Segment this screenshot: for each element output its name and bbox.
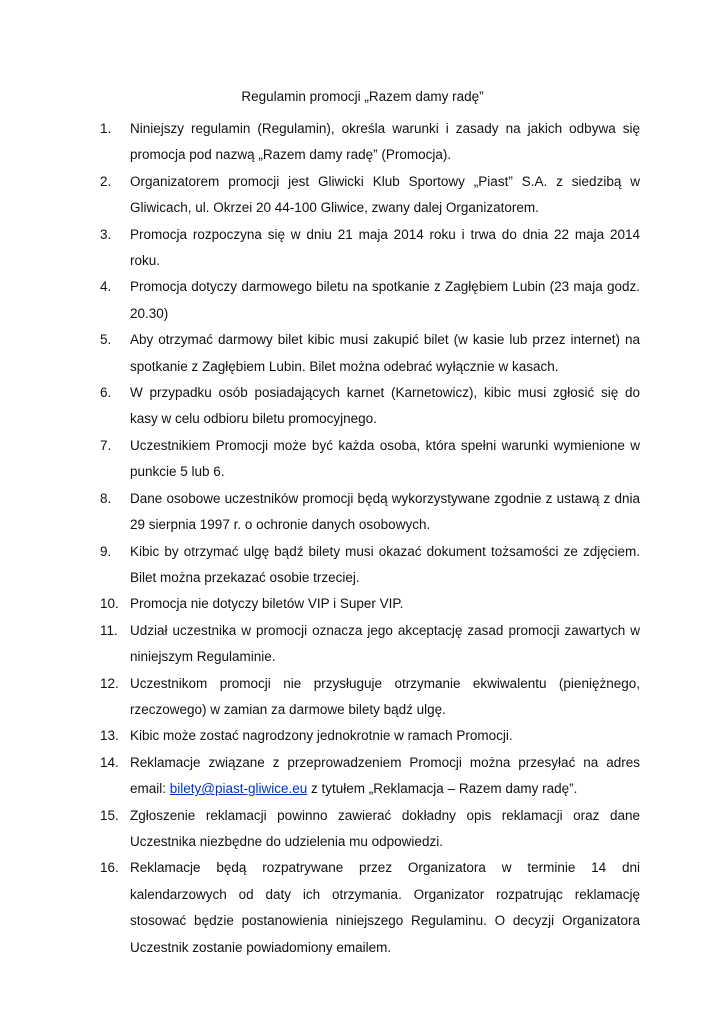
rule-text-after-email: z tytułem „Reklamacja – Razem damy radę”. — [307, 781, 578, 797]
rule-number: 2. — [100, 173, 112, 189]
rule-item-3 — [100, 222, 640, 275]
rule-number: 11. — [100, 622, 118, 638]
rule-item-14 — [100, 750, 640, 803]
rule-text: Kibic może zostać nagrodzony jednokrotnie w ramach Promocji. — [130, 728, 513, 744]
rule-text: Organizatorem promocji jest Gliwicki Klub Sportowy „Piast” S.A. z siedzibą w Gliwicach, ul. Okrzei 20 44-100 Gliwice, zwany dalej Organizatorem. — [130, 173, 640, 216]
rule-text: Reklamacje będą rozpatrywane przez Organizatora w terminie 14 dni kalendarzowych od daty ich otrzymania. Organizator rozpatrując reklamację stosować będzie postanowienia niniejszego Regulaminu. O decyzji Organizatora Uczestnik zostanie powiadomiony emailem. — [130, 860, 640, 955]
rule-item-4 — [100, 274, 640, 327]
rules-list — [100, 116, 640, 961]
rule-item-7 — [100, 433, 640, 486]
rule-item-9 — [100, 539, 640, 592]
rule-item-15 — [100, 803, 640, 856]
rule-text — [130, 750, 640, 803]
rule-item-5 — [100, 327, 640, 380]
rule-number: 15. — [100, 807, 119, 823]
rule-item-6 — [100, 380, 640, 433]
rule-item-11 — [100, 618, 640, 671]
rule-number: 8. — [100, 490, 112, 506]
rule-number: 6. — [100, 385, 112, 401]
rule-number: 1. — [100, 121, 112, 136]
rule-number: 16. — [100, 860, 119, 876]
rule-text: Uczestnikom promocji nie przysługuje otrzymanie ekwiwalentu (pieniężnego, rzeczowego) w zamian za darmowe bilety bądź ulgę. — [130, 675, 640, 717]
rule-text: Dane osobowe uczestników promocji będą wykorzystywane zgodnie z ustawą z dnia 29 sierpnia 1997 r. o ochronie danych osobowych. — [130, 490, 640, 533]
rule-number: 5. — [100, 332, 112, 348]
rule-item-8 — [100, 486, 640, 539]
rule-item-13 — [100, 723, 640, 749]
rule-item-16 — [100, 855, 640, 961]
rule-text: Promocja rozpoczyna się w dniu 21 maja 2014 roku i trwa do dnia 22 maja 2014 roku. — [130, 226, 640, 269]
email-link[interactable]: bilety@piast-gliwice.eu — [169, 781, 308, 797]
rule-text: Niniejszy regulamin (Regulamin), określa warunki i zasady na jakich odbywa się promocja pod nazwą „Razem damy radę” (Promocja). — [130, 121, 640, 163]
rule-number: 4. — [100, 279, 112, 295]
rule-text: Zgłoszenie reklamacji powinno zawierać dokładny opis reklamacji oraz dane Uczestnika niezbędne do udzielenia mu odpowiedzi. — [130, 807, 640, 849]
rule-item-12 — [100, 671, 640, 724]
rule-number: 13. — [100, 728, 119, 744]
rule-text: Promocja nie dotyczy biletów VIP i Super VIP. — [130, 596, 404, 612]
rule-text: W przypadku osób posiadających karnet (Karnetowicz), kibic musi zgłosić się do kasy w celu odbioru biletu promocyjnego. — [130, 385, 640, 427]
rule-item-10 — [100, 591, 640, 617]
rule-item-1 — [100, 116, 640, 169]
rule-text: Aby otrzymać darmowy bilet kibic musi zakupić bilet (w kasie lub przez internet) na spotkanie z Zagłębiem Lubin. Bilet można odebrać wyłącznie w kasach. — [130, 332, 640, 374]
rule-text: Promocja dotyczy darmowego biletu na spotkanie z Zagłębiem Lubin (23 maja godz. 20.30) — [130, 279, 640, 321]
rule-item-2 — [100, 169, 640, 222]
rule-text: Kibic by otrzymać ulgę bądź bilety musi okazać dokument tożsamości ze zdjęciem. Bilet można przekazać osobie trzeciej. — [130, 543, 640, 585]
rule-number: 10. — [100, 596, 119, 612]
rule-number: 9. — [100, 543, 112, 559]
rule-text-before-email: Reklamacje związane z przeprowadzeniem Promocji można przesyłać na adres email: — [130, 754, 640, 797]
rule-text: Udział uczestnika w promocji oznacza jego akceptację zasad promocji zawartych w niniejszym Regulaminie. — [130, 622, 640, 665]
rule-number: 12. — [100, 675, 119, 691]
document-title: Regulamin promocji „Razem damy radę” — [241, 89, 484, 104]
rule-number: 3. — [100, 226, 112, 242]
rule-text: Uczestnikiem Promocji może być każda osoba, która spełni warunki wymienione w punkcie 5 lub 6. — [130, 437, 640, 480]
rule-number: 14. — [100, 754, 119, 770]
rule-number: 7. — [100, 437, 112, 453]
